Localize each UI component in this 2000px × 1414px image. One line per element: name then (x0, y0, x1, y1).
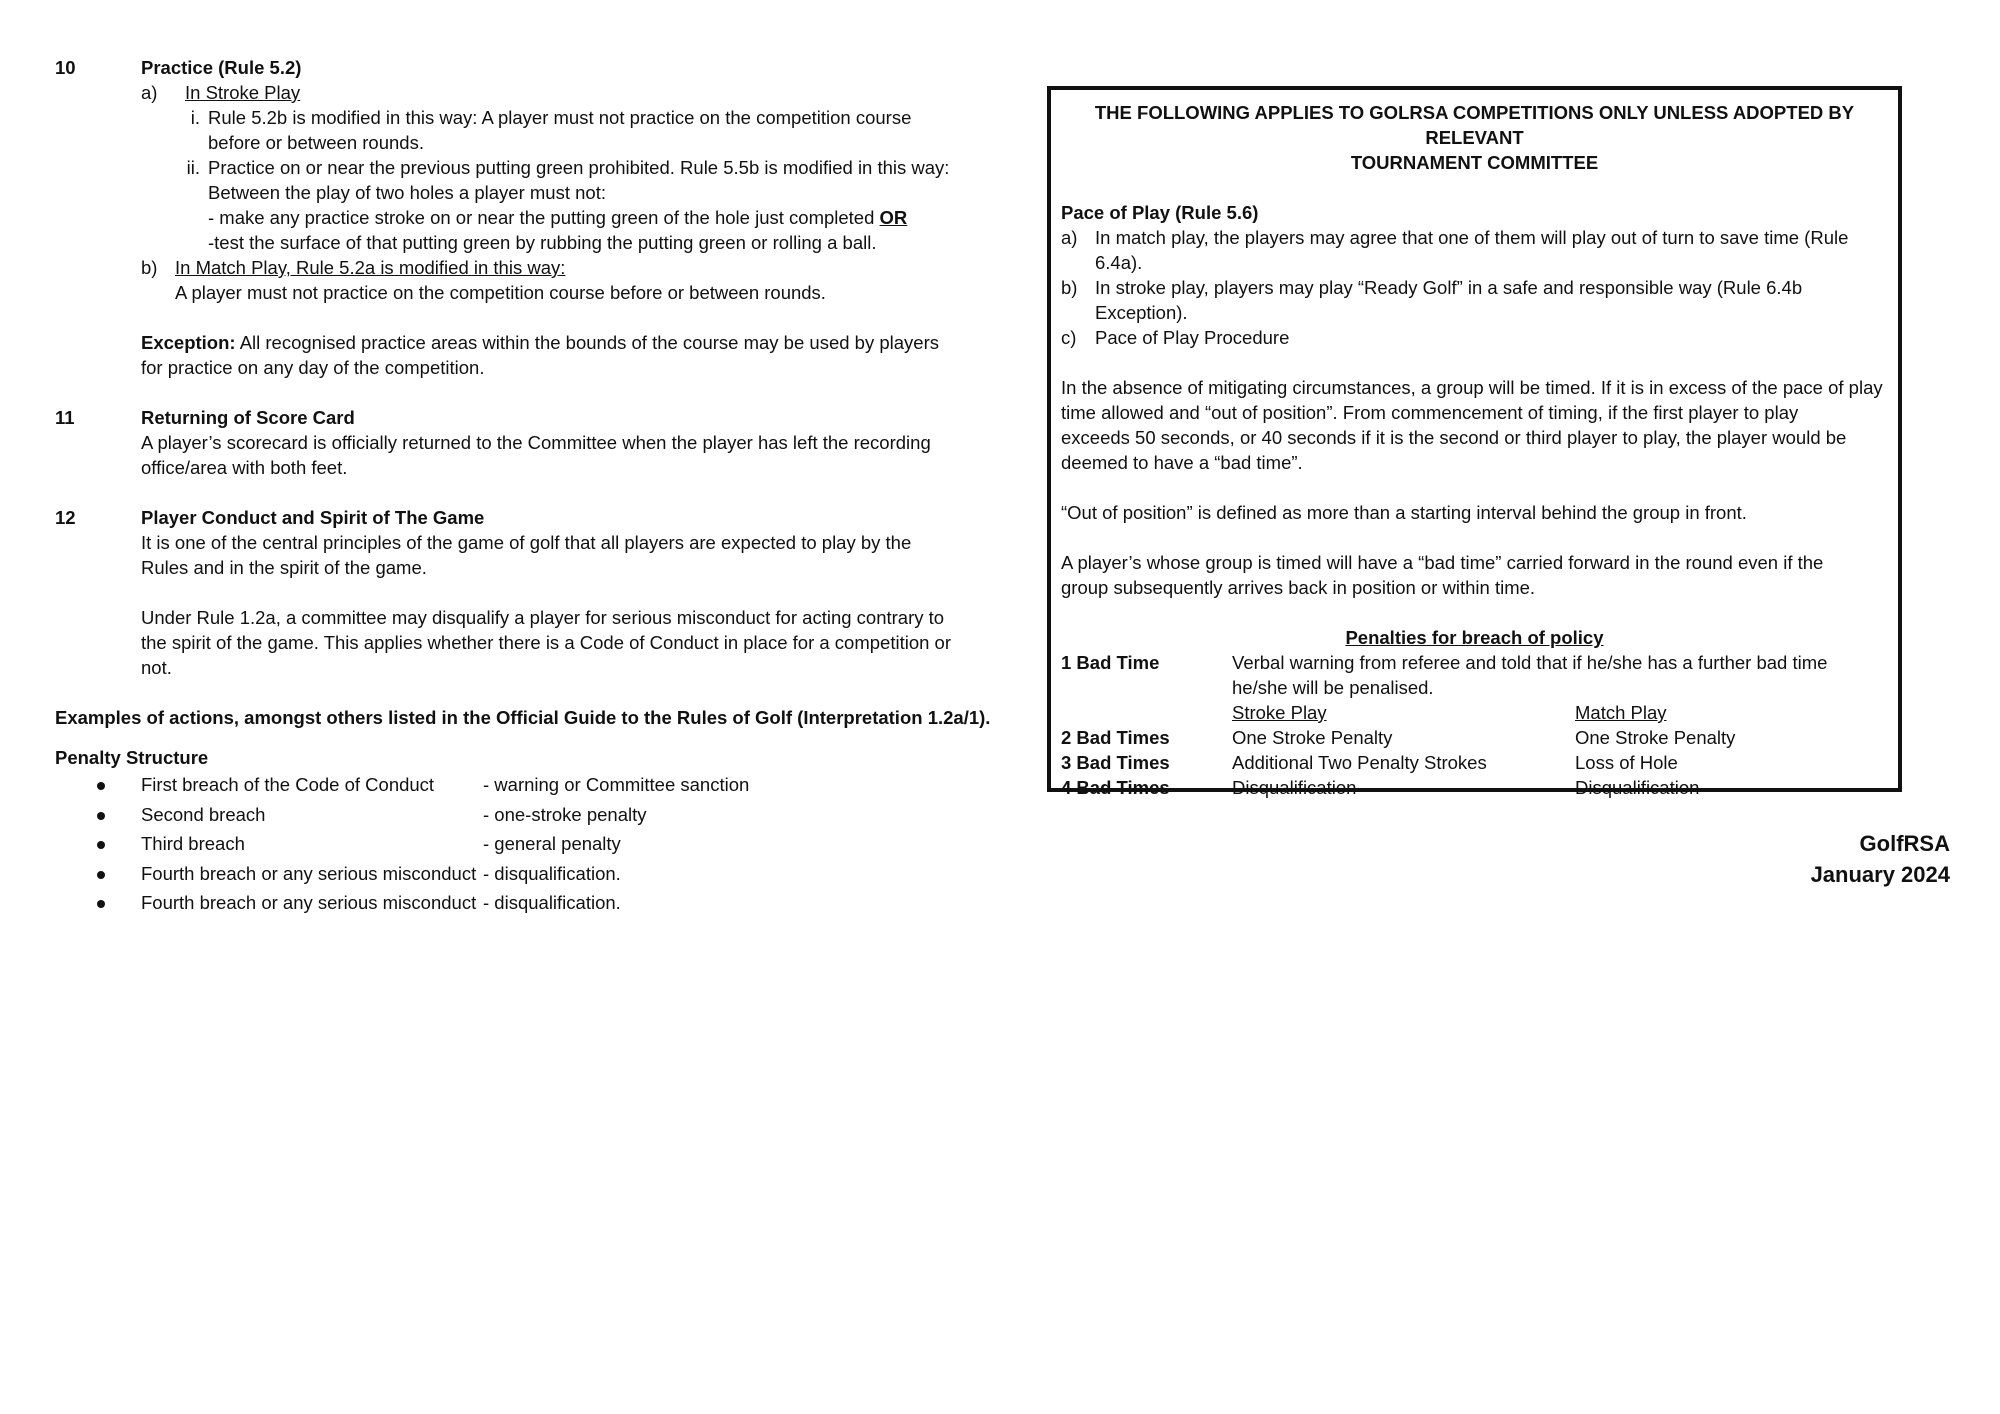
stroke-play-penalty: Disqualification (1232, 777, 1357, 798)
text-line: Exception). (1095, 302, 1188, 323)
penalty-table (1061, 725, 1888, 800)
stroke-play-header: Stroke Play (1232, 702, 1327, 723)
item-label: a) (1061, 227, 1078, 248)
emphasis-or: OR (879, 207, 908, 228)
text-line: group subsequently arrives back in position or within time. (1061, 577, 1536, 598)
text-line: A player’s scorecard is officially returned to the Committee when the player has left the recording (141, 432, 931, 453)
breach-text: Third breach (141, 833, 245, 854)
text-line: before or between rounds. (208, 132, 424, 153)
penalty-structure-item (55, 800, 995, 830)
penalty-column-headers (1061, 700, 1888, 725)
penalty-structure-list (55, 770, 995, 918)
subsection-label: a) (141, 82, 158, 103)
text-line: Practice on or near the previous putting green prohibited. Rule 5.5b is modified in this way: (208, 157, 950, 178)
section-title: Practice (Rule 5.2) (141, 57, 302, 78)
text-line: he/she will be penalised. (1232, 677, 1434, 698)
penalty-row (1061, 775, 1888, 800)
section-title: Returning of Score Card (141, 407, 355, 428)
penalty-row (1061, 725, 1888, 750)
text-line: for practice on any day of the competition. (141, 357, 485, 378)
text-line: deemed to have a “bad time”. (1061, 452, 1303, 473)
text-line: In match play, the players may agree that one of them will play out of turn to save time (Rule (1095, 227, 1849, 248)
bullet-icon (97, 871, 105, 879)
text-line (208, 205, 995, 230)
subsection-title: In Match Play, Rule 5.2a is modified in this way: (175, 257, 566, 278)
subsection-title: In Stroke Play (185, 82, 301, 103)
text-line: Under Rule 1.2a, a committee may disqualify a player for serious misconduct for acting contrary to (141, 607, 945, 628)
penalty-structure-item (55, 829, 995, 859)
text-line: the spirit of the game. This applies whether there is a Code of Conduct in place for a competition or (141, 632, 951, 653)
section-10-heading (55, 55, 995, 80)
text-span: All recognised practice areas within the bounds of the course may be used by players (235, 332, 939, 353)
match-play-penalty: Loss of Hole (1575, 752, 1678, 773)
section-11-body (141, 430, 995, 480)
penalty-text: - disqualification. (483, 892, 621, 913)
examples-heading: Examples of actions, amongst others listed in the Official Guide to the Rules of Golf (Interpretation 1.2a/1). (55, 707, 991, 728)
item-label: i. (190, 107, 200, 128)
penalties-title: Penalties for breach of policy (1345, 627, 1604, 648)
paragraph-out-of-position: “Out of position” is defined as more than a starting interval behind the group in front. (1061, 502, 1747, 523)
bullet-icon (97, 841, 105, 849)
text-line: Rules and in the spirit of the game. (141, 557, 427, 578)
subsection-label: b) (141, 257, 158, 278)
pace-item-a (1061, 225, 1888, 275)
penalty-structure-title: Penalty Structure (55, 747, 209, 768)
penalty-text: - general penalty (483, 833, 621, 854)
text-line (141, 330, 995, 355)
pace-item-b (1061, 275, 1888, 325)
paragraph-carried-forward (1061, 550, 1888, 600)
text-line: time allowed and “out of position”. From commencement of timing, if the first player to play (1061, 402, 1799, 423)
penalty-label: 3 Bad Times (1061, 752, 1170, 773)
match-play-penalty: Disqualification (1575, 777, 1700, 798)
penalty-text: - disqualification. (483, 862, 621, 884)
text-span: - make any practice stroke on or near the putting green of the hole just completed (208, 207, 880, 228)
text-line: not. (141, 657, 172, 678)
section-11-heading (55, 405, 995, 430)
bullet-icon (97, 812, 105, 820)
text-line: A player’s whose group is timed will have a “bad time” carried forward in the round even if the (1061, 552, 1824, 573)
penalty-text: - warning or Committee sanction (483, 774, 750, 795)
stroke-play-penalty: Additional Two Penalty Strokes (1232, 752, 1487, 773)
section-12-heading (55, 505, 995, 530)
section-number: 12 (55, 507, 76, 528)
pace-title: Pace of Play (Rule 5.6) (1061, 202, 1259, 223)
item-label: ii. (186, 157, 200, 178)
text-line: In the absence of mitigating circumstances, a group will be timed. If it is in excess of the pace of play (1061, 377, 1883, 398)
footer-date: January 2024 (1810, 862, 1950, 887)
text-line: A player must not practice on the competition course before or between rounds. (175, 282, 826, 303)
breach-text: Second breach (141, 803, 266, 825)
penalty-structure-item (55, 859, 995, 889)
penalty-structure-item (55, 888, 995, 918)
footer (1811, 828, 1950, 890)
text-line: -test the surface of that putting green by rubbing the putting green or rolling a ball. (208, 232, 877, 253)
match-play-header: Match Play (1575, 702, 1667, 723)
item-i (190, 105, 995, 155)
footer-org: GolfRSA (1859, 831, 1950, 856)
text-line: It is one of the central principles of the game of golf that all players are expected to play by the (141, 532, 912, 553)
text-line: Pace of Play Procedure (1095, 327, 1290, 348)
penalty-label: 1 Bad Time (1061, 652, 1160, 673)
bullet-icon (97, 900, 105, 908)
exception-paragraph (141, 330, 995, 380)
box-heading: THE FOLLOWING APPLIES TO GOLRSA COMPETITIONS ONLY UNLESS ADOPTED BY RELEVANT (1094, 102, 1855, 148)
subsection-b (141, 255, 995, 280)
left-column (55, 55, 995, 918)
box-heading: TOURNAMENT COMMITTEE (1350, 152, 1599, 173)
exception-label: Exception: (141, 332, 236, 353)
text-line: In stroke play, players may play “Ready Golf” in a safe and responsible way (Rule 6.4b (1095, 277, 1803, 298)
section-number: 11 (55, 407, 75, 428)
section-title: Player Conduct and Spirit of The Game (141, 507, 485, 528)
penalty-text: - one-stroke penalty (483, 803, 647, 825)
penalty-label: 4 Bad Times (1061, 777, 1170, 798)
pace-of-play-box (1047, 86, 1902, 798)
breach-text: Fourth breach or any serious misconduct (141, 862, 477, 884)
section-number: 10 (55, 57, 76, 78)
paragraph-timing (1061, 375, 1888, 475)
text-line: 6.4a). (1095, 252, 1143, 273)
penalty-row (1061, 750, 1888, 775)
penalty-label: 2 Bad Times (1061, 727, 1170, 748)
text-line: Verbal warning from referee and told that if he/she has a further bad time (1232, 652, 1828, 673)
item-ii (186, 155, 995, 255)
item-label: b) (1061, 277, 1078, 298)
text-line: exceeds 50 seconds, or 40 seconds if it is the second or third player to play, the player would be (1061, 427, 1847, 448)
stroke-play-penalty: One Stroke Penalty (1232, 727, 1393, 748)
match-play-penalty: One Stroke Penalty (1575, 727, 1736, 748)
text-line: Between the play of two holes a player must not: (208, 182, 606, 203)
breach-text: Fourth breach or any serious misconduct (141, 892, 477, 913)
pace-item-c (1061, 325, 1888, 350)
penalty-structure-item (55, 770, 995, 800)
penalty-row-1 (1061, 650, 1888, 700)
breach-text: First breach of the Code of Conduct (141, 774, 435, 795)
bullet-icon (97, 782, 105, 790)
text-line: office/area with both feet. (141, 457, 348, 478)
text-line: Rule 5.2b is modified in this way: A player must not practice on the competition course (208, 107, 912, 128)
subsection-a (141, 80, 995, 105)
item-label: c) (1061, 327, 1077, 348)
section-12-body (141, 530, 995, 680)
